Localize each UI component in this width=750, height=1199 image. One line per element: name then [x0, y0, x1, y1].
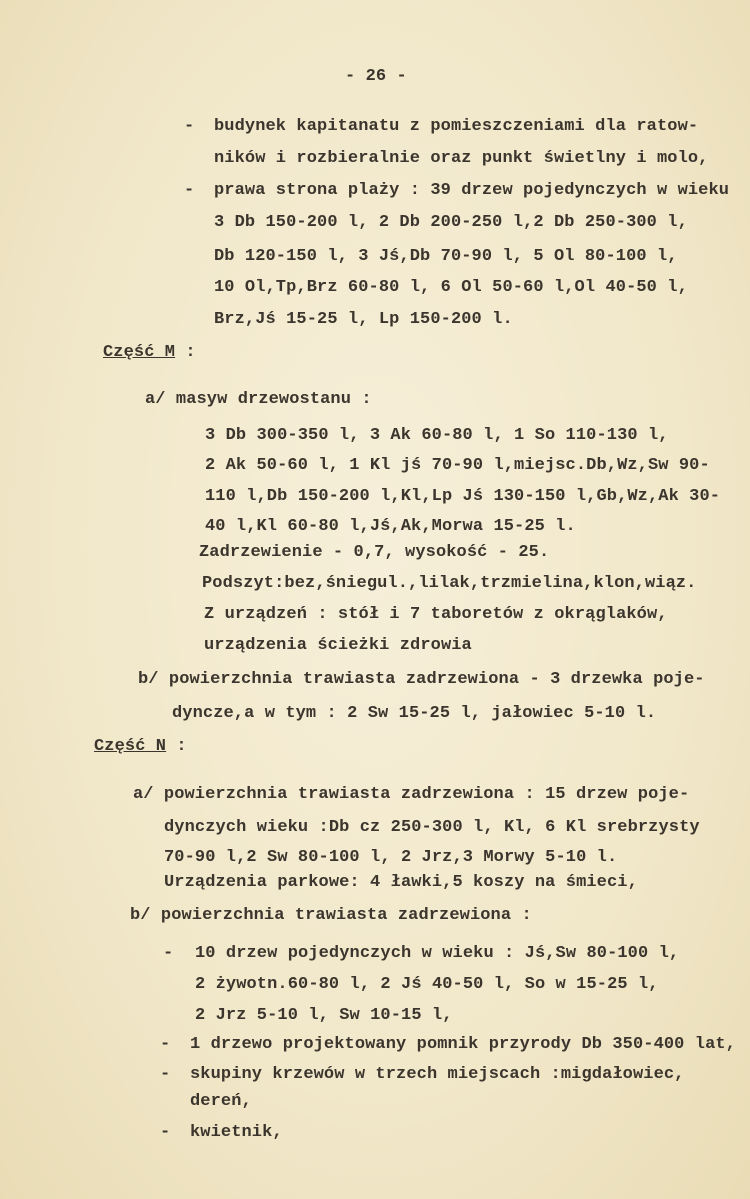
- text-line: 110 l,Db 150-200 l,Kl,Lp Jś 130-150 l,Gb,Wz,Ak 30-: [205, 487, 721, 506]
- page-number: - 26 -: [345, 67, 407, 86]
- text-line: Z urządzeń : stół i 7 taboretów z okrąglaków,: [204, 605, 668, 624]
- text-line: kwietnik,: [190, 1123, 283, 1142]
- text-line: dyncze,a w tym : 2 Sw 15-25 l, jałowiec 5-10 l.: [172, 704, 657, 723]
- text-line: 2 Ak 50-60 l, 1 Kl jś 70-90 l,miejsc.Db,Wz,Sw 90-: [205, 456, 710, 475]
- text-line: 1 drzewo projektowany pomnik przyrody Db 350-400 lat,: [190, 1035, 736, 1054]
- bullet-dash: -: [160, 1065, 171, 1084]
- text-line: budynek kapitanatu z pomieszczeniami dla ratow-: [214, 117, 699, 136]
- text-line: 70-90 l,2 Sw 80-100 l, 2 Jrz,3 Morwy 5-10 l.: [164, 848, 618, 867]
- text-line: dereń,: [190, 1092, 252, 1111]
- text-line: 10 drzew pojedynczych w wieku : Jś,Sw 80-100 l,: [195, 944, 680, 963]
- section-title: Część N: [94, 737, 167, 756]
- bullet-dash: -: [160, 1123, 171, 1142]
- section-heading-m: [103, 343, 196, 363]
- text-line: 40 l,Kl 60-80 l,Jś,Ak,Morwa 15-25 l.: [205, 517, 576, 536]
- text-line: 2 żywotn.60-80 l, 2 Jś 40-50 l, So w 15-25 l,: [195, 975, 659, 994]
- text-line: b/ powierzchnia trawiasta zadrzewiona :: [130, 906, 532, 925]
- bullet-dash: -: [184, 117, 195, 136]
- text-line: Urządzenia parkowe: 4 ławki,5 koszy na śmieci,: [164, 873, 638, 892]
- text-line: Podszyt:bez,śniegul.,lilak,trzmielina,klon,wiąz.: [202, 574, 697, 593]
- text-line: dynczych wieku :Db cz 250-300 l, Kl, 6 Kl srebrzysty: [164, 818, 700, 837]
- bullet-dash: -: [184, 181, 195, 200]
- section-colon: :: [166, 737, 187, 756]
- text-line: prawa strona plaży : 39 drzew pojedynczych w wieku: [214, 181, 730, 200]
- bullet-dash: -: [160, 1035, 171, 1054]
- text-line: skupiny krzewów w trzech miejscach :migdałowiec,: [190, 1065, 685, 1084]
- text-line: 3 Db 150-200 l, 2 Db 200-250 l,2 Db 250-300 l,: [214, 213, 688, 232]
- text-line: Brz,Jś 15-25 l, Lp 150-200 l.: [214, 310, 513, 329]
- text-line: 2 Jrz 5-10 l, Sw 10-15 l,: [195, 1006, 453, 1025]
- text-line: 3 Db 300-350 l, 3 Ak 60-80 l, 1 So 110-130 l,: [205, 426, 669, 445]
- bullet-dash: -: [163, 944, 174, 963]
- section-colon: :: [175, 343, 196, 362]
- text-line: a/ masyw drzewostanu :: [145, 390, 372, 409]
- text-line: 10 Ol,Tp,Brz 60-80 l, 6 Ol 50-60 l,Ol 40-50 l,: [214, 278, 688, 297]
- text-line: a/ powierzchnia trawiasta zadrzewiona : 15 drzew poje-: [133, 785, 690, 804]
- text-line: b/ powierzchnia trawiasta zadrzewiona - 3 drzewka poje-: [138, 670, 705, 689]
- section-title: Część M: [103, 343, 176, 362]
- section-heading-n: [94, 737, 187, 757]
- text-line: urządzenia ścieżki zdrowia: [204, 636, 472, 655]
- text-line: Db 120-150 l, 3 Jś,Db 70-90 l, 5 Ol 80-100 l,: [214, 247, 678, 266]
- text-line: ników i rozbieralnie oraz punkt świetlny i molo,: [214, 149, 709, 168]
- text-line: Zadrzewienie - 0,7, wysokość - 25.: [199, 543, 550, 562]
